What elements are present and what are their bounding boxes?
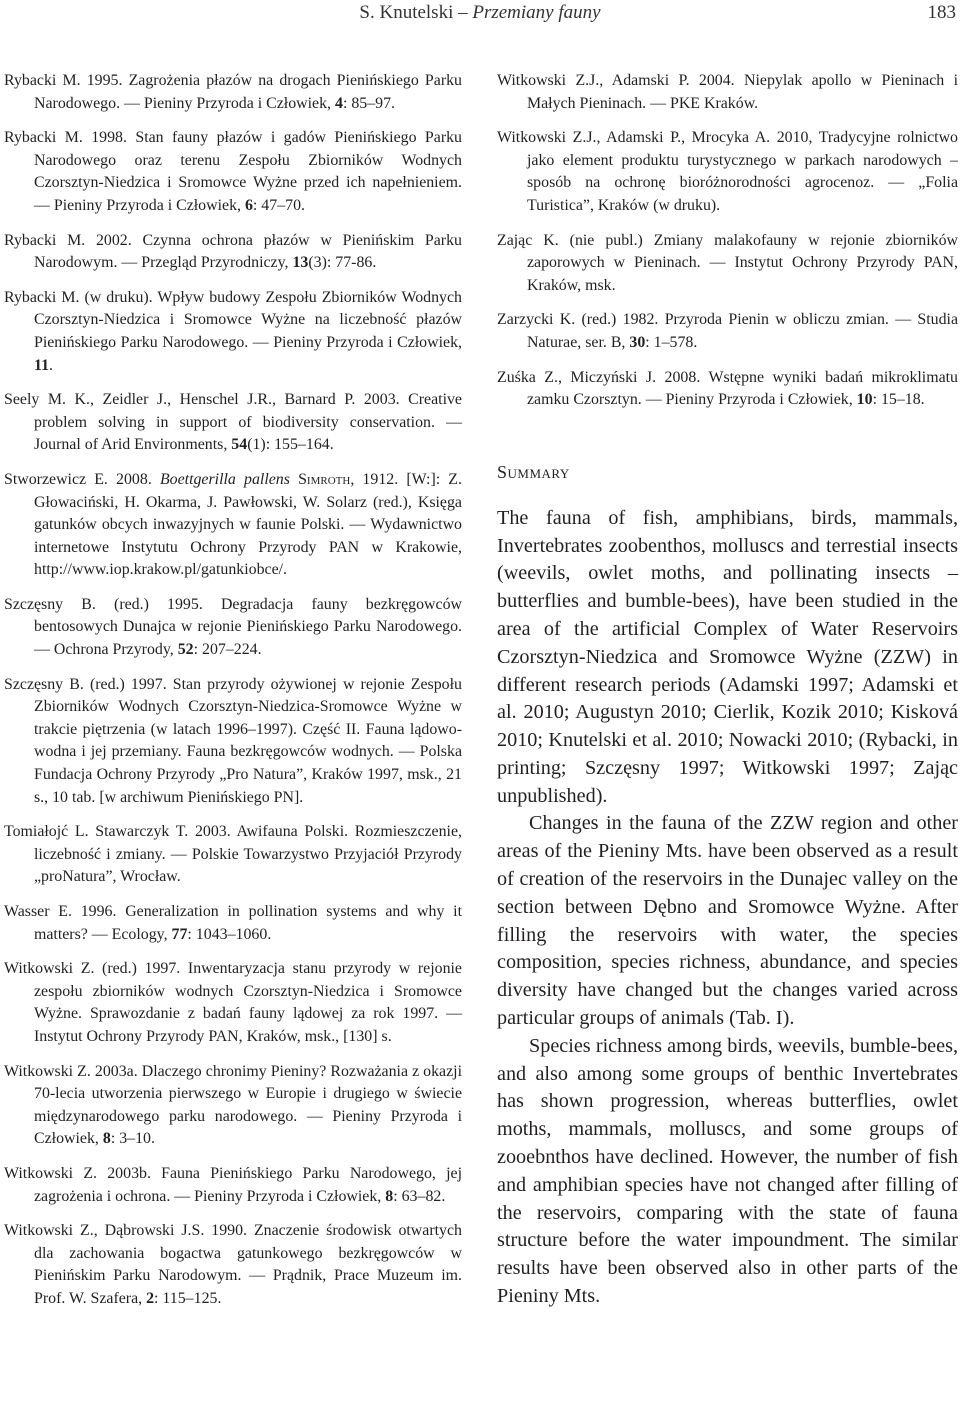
summary-paragraph: Changes in the fauna of the ZZW region and other areas of the Pieniny Mts. have been observed as a result of creation of the reservoirs in the Dunajec valley on the section between Dębno and Sromowce Wyżne. After filling the reservoirs with water, the species composition, species richness, abundance, and species diversity have changed but the changes varied across particular groups of animals (Tab. I). [497, 812, 958, 1030]
reference-item: Zając K. (nie publ.) Zmiany malakofauny w rejonie zbiorników zaporowych w Pieninach. — Instytut Ochrony Przyrody PAN, Kraków, msk. [497, 231, 958, 294]
reference-item: Witkowski Z. (red.) 1997. Inwentaryzacja stanu przyrody w rejonie zespołu zbiorników wodnych Czorsztyn-Niedzica i Sromowce Wyżne. Sprawozdanie z badań fauny lądowej za rok 1997. — Instytut Ochrony Przyrody PAN, Kraków, msk., [130] s. [4, 960, 462, 1045]
reference-item: Witkowski Z. 2003a. Dlaczego chronimy Pieniny? Rozważania z okazji 70-lecia utworzenia pierwszego w Europie i drugiego w świecie międzynarodowego parku narodowego. — Pieniny Przyroda i Człowiek, 8: 3–10. [4, 1062, 462, 1148]
reference-item: Szczęsny B. (red.) 1995. Degradacja fauny bezkręgowców bentosowych Dunajca w rejonie Pienińskiego Parku Narodowego. — Ochrona Przyrody, 52: 207–224. [4, 595, 462, 659]
header-short-title: Przemiany fauny [472, 2, 601, 23]
reference-item: Zarzycki K. (red.) 1982. Przyroda Pienin w obliczu zmian. — Studia Naturae, ser. B, 30: 1–578. [497, 311, 958, 351]
summary-paragraph: Species richness among birds, weevils, bumble-bees, and also among some groups of benthic Invertebrates has shown progression, whereas butterflies, owlet moths, mammals, molluscs, and some groups of zooebnthos have declined. However, the number of fish and amphibian species have not changed after filling of the reservoirs, comparing with the state of fauna structure before the water impoundment. The similar results have been observed also in other parts of the Pieniny Mts. [497, 1034, 958, 1308]
header-separator: – [458, 2, 468, 23]
reference-item: Rybacki M. (w druku). Wpływ budowy Zespołu Zbiorników Wodnych Czorsztyn-Niedzica i Sromowce Wyżne na liczebność płazów Pienińskiego Parku Narodowego. — Pieniny Przyroda i Człowiek, 11. [4, 288, 462, 374]
reference-item: Szczęsny B. (red.) 1997. Stan przyrody ożywionej w rejonie Zespołu Zbiorników Wodnych Czorsztyn-Niedzica-Sromowce Wyżne w trakcie piętrzenia (w latach 1996–1997). Część II. Fauna lądowo-wodna i jej przemiany. Fauna bezkręgowców wodnych. — Polska Fundacja Ochrony Przyrody „Pro Natura”, Kraków 1997, msk., 21 s., 10 tab. [w archiwum Pienińskiego PN]. [4, 675, 462, 806]
reference-item: Witkowski Z.J., Adamski P. 2004. Niepylak apollo w Pieninach i Małych Pieninach. — PKE Kraków. [497, 72, 958, 112]
reference-item: Rybacki M. 1998. Stan fauny płazów i gadów Pienińskiego Parku Narodowego oraz terenu Zespołu Zbiorników Wodnych Czorsztyn-Niedzica i Sromowce Wyżne przed ich napełnieniem. — Pieniny Przyroda i Człowiek, 6: 47–70. [4, 129, 462, 214]
summary-paragraph: The fauna of fish, amphibians, birds, mammals, Invertebrates zoobenthos, molluscs and terrestial insects (weevils, owlet moths, and pollinating insects – butterflies and bumble-bees), have been studied in the area of the artificial Complex of Water Reservoirs Czorsztyn-Niedzica and Sromowce Wyżne (ZZW) in different research periods (Adamski 1997; Adamski et al. 2010; Augustyn 2010; Cierlik, Kozik 2010; Kisková 2010; Knutelski et al. 2010; Nowacki 2010; (Rybacki, in printing; Szczęsny 1997; Witkowski 1997; Zając unpublished). [497, 506, 958, 807]
reference-list-right [497, 70, 958, 412]
summary-heading: Summary [497, 461, 570, 482]
reference-item: Witkowski Z.J., Adamski P., Mrocyka A. 2010, Tradycyjne rolnictwo jako element produktu turystycznego w parkach narodowych – sposób na ochronę bioróżnorodności agrocenoz. — „Folia Turistica”, Kraków (w druku). [497, 129, 958, 214]
reference-item: Wasser E. 1996. Generalization in pollination systems and why it matters? — Ecology, 77: 1043–1060. [4, 903, 462, 943]
reference-item: Tomiałojć L. Stawarczyk T. 2003. Awifauna Polski. Rozmieszczenie, liczebność i zmiany. — Polskie Towarzystwo Przyjaciół Przyrody „proNatura”, Wrocław. [4, 823, 462, 886]
running-header [0, 2, 960, 24]
reference-item: Zuśka Z., Miczyński J. 2008. Wstępne wyniki badań mikroklimatu zamku Czorsztyn. — Pieniny Przyroda i Człowiek, 10: 15–18. [497, 368, 958, 409]
reference-item: Stworzewicz E. 2008. Boettgerilla pallens Simroth, 1912. [W:]: Z. Głowaciński, H. Okarma, J. Pawłowski, W. Solarz (red.), Księga gatunków obcych inwazyjnych w faunie Polski. — Wydawnictwo internetowe Instytutu Ochrony Przyrody PAN w Krakowie, http://www.iop.krakow.pl/gatunkiobce/. [4, 470, 462, 579]
summary-section [497, 505, 958, 1311]
reference-item: Witkowski Z., Dąbrowski J.S. 1990. Znaczenie środowisk otwartych dla zachowania bogactwa gatunkowego bezkręgowców w Pienińskim Parku Narodowym. — Prądnik, Prace Muzeum im. Prof. W. Szafera, 2: 115–125. [4, 1222, 462, 1307]
header-authors: S. Knutelski [359, 2, 454, 23]
reference-item: Witkowski Z. 2003b. Fauna Pienińskiego Parku Narodowego, jej zagrożenia i ochrona. — Pieniny Przyroda i Człowiek, 8: 63–82. [4, 1164, 462, 1205]
reference-item: Seely M. K., Zeidler J., Henschel J.R., Barnard P. 2003. Creative problem solving in support of biodiversity conservation. — Journal of Arid Environments, 54(1): 155–164. [4, 391, 462, 454]
reference-item: Rybacki M. 2002. Czynna ochrona płazów w Pienińskim Parku Narodowym. — Przegląd Przyrodniczy, 13(3): 77-86. [4, 231, 462, 272]
reference-item: Rybacki M. 1995. Zagrożenia płazów na drogach Pienińskiego Parku Narodowego. — Pieniny Przyroda i Człowiek, 4: 85–97. [4, 72, 462, 112]
right-column [497, 70, 958, 1311]
page-number: 183 [927, 2, 956, 23]
reference-list-left [4, 70, 462, 1311]
left-column [4, 70, 462, 1323]
